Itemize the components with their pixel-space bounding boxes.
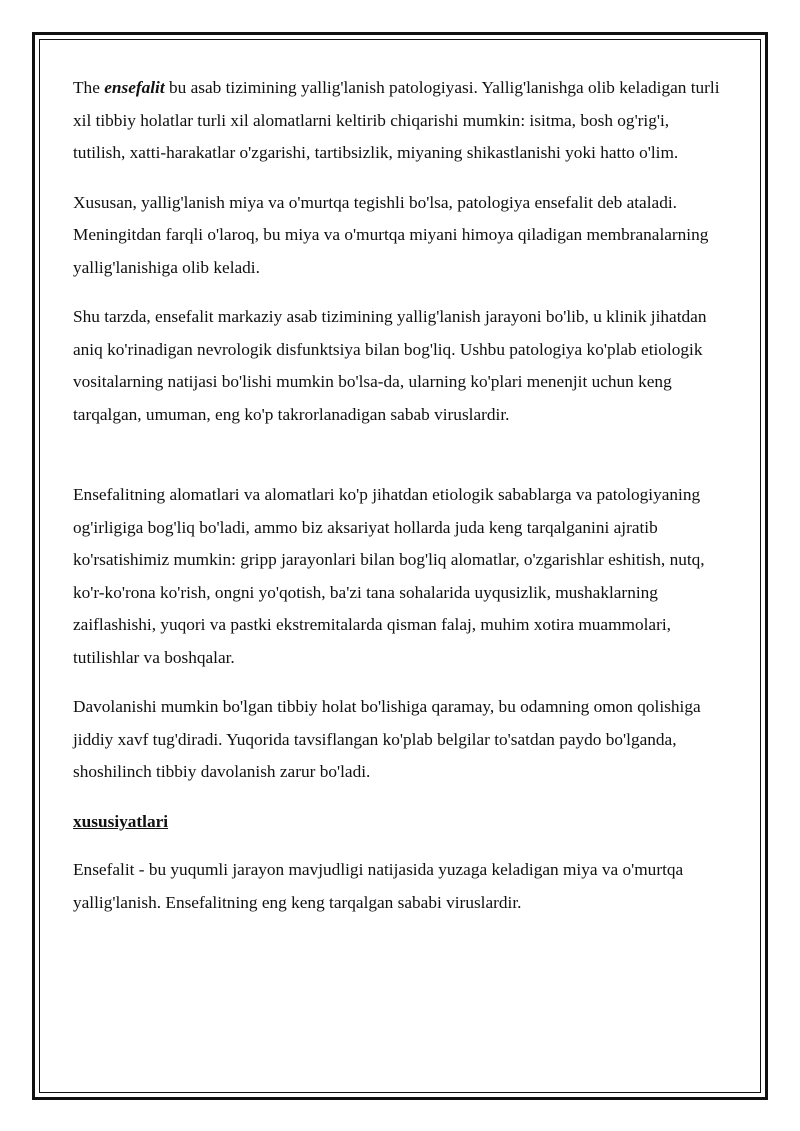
paragraph-features: Ensefalit - bu yuqumli jarayon mavjudligi natijasida yuzaga keladigan miya va o'murtqa yallig'lanish. Ensefalitning eng keng tarqalgan sababi viruslardir. [73, 860, 684, 912]
term-ensefalit: ensefalit [104, 78, 165, 97]
paragraph-definition: Xususan, yallig'lanish miya va o'murtqa tegishli bo'lsa, patologiya ensefalit deb ataladi. Meningitdan farqli o'laroq, bu miya va o'murtqa miyani himoya qiladigan membranalarning yallig'lanishiga olib keladi. [73, 192, 709, 277]
paragraph-treatment: Davolanishi mumkin bo'lgan tibbiy holat bo'lishiga qaramay, bu odamning omon qolishiga jiddiy xavf tug'diradi. Yuqorida tavsiflangan ko'plab belgilar to'satdan paydo bo'lganda, shoshilinch tibbiy davolanish zarur bo'ladi. [73, 697, 701, 781]
paragraph-intro [73, 72, 723, 170]
section-heading: xususiyatlari [73, 811, 169, 831]
paragraph-symptoms: Ensefalitning alomatlari va alomatlari ko'p jihatdan etiologik sabablarga va patologiyaning og'irligiga bog'liq bo'ladi, ammo biz aksariyat hollarda juda keng tarqalganini ajratib ko'rsatishimiz mumkin: gripp jarayonlari bilan bog'liq alomatlar, o'zgarishlar eshitish, nutq, ko'r-ko'rona ko'rish, ongni yo'qotish, ba'zi tana sohalarida uyqusizlik, mushaklarning zaiflashishi, yuqori va pastki ekstremitalarda qisman falaj, muhim xotira muammolari, tutilishlar va boshqalar. [73, 485, 705, 667]
paragraph-intro-lead: The [73, 78, 105, 97]
paragraph-causes: Shu tarzda, ensefalit markaziy asab tizimining yallig'lanish jarayoni bo'lib, u klinik jihatdan aniq ko'rinadigan nevrologik disfunktsiya bilan bog'liq. Ushbu patologiya ko'plab etiologik vositalarning natijasi bo'lishi mumkin bo'lsa-da, ularning ko'plari menenjit uchun keng tarqalgan, umuman, eng ko'p takrorlanadigan sabab viruslardir. [73, 307, 707, 424]
document-body [73, 72, 723, 936]
paragraph-intro-text: bu asab tizimining yallig'lanish patologiyasi. Yallig'lanishga olib keladigan turli xil tibbiy holatlar turli xil alomatlarni keltirib chiqarishi mumkin: isitma, bosh og'rig'i, tutilish, xatti-harakatlar o'zgarishi, tartibsizlik, miyaning shikastlanishi yoki hatto o'lim. [73, 78, 720, 162]
